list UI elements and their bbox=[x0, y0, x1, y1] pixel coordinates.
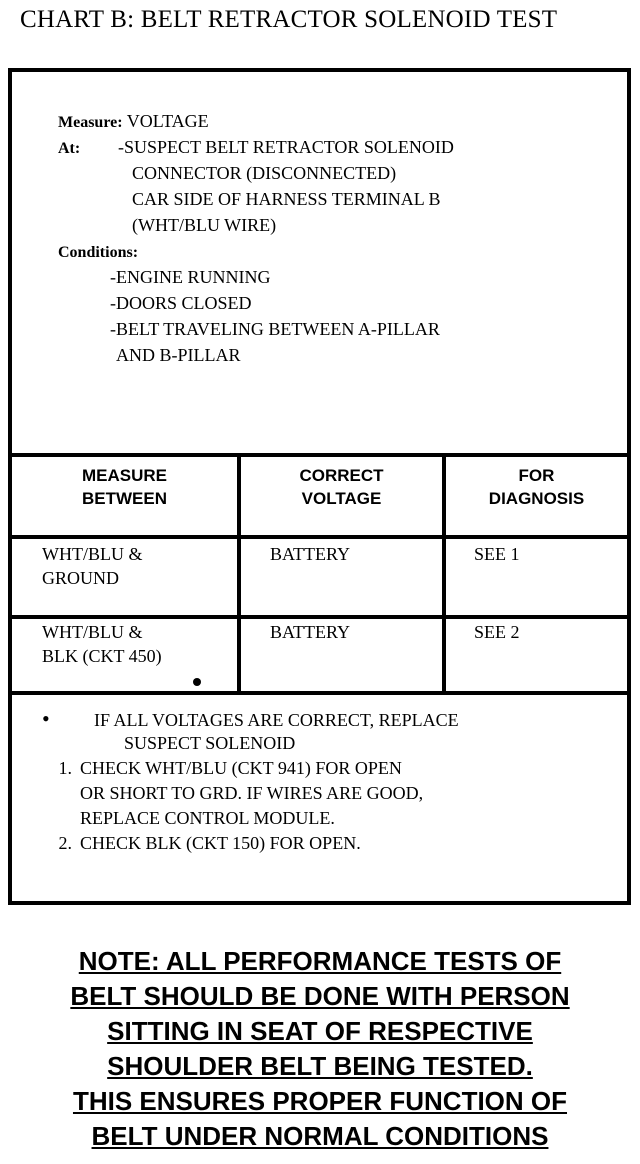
measure-value: VOLTAGE bbox=[126, 111, 209, 131]
header-voltage-line-1: CORRECT bbox=[299, 466, 384, 485]
bullet-line-1 bbox=[38, 706, 459, 731]
row-2-voltage: BATTERY bbox=[270, 622, 351, 642]
measure-line bbox=[58, 108, 454, 134]
conditions-label-text: Conditions: bbox=[58, 244, 139, 261]
note-item-1-text-1: CHECK WHT/BLU (CKT 941) FOR OPEN bbox=[80, 758, 402, 778]
at-line bbox=[58, 134, 454, 160]
note-item-1-line-3: REPLACE CONTROL MODULE. bbox=[80, 808, 335, 828]
at-label: At: bbox=[58, 140, 81, 157]
note-item-1-number: 1. bbox=[58, 758, 72, 778]
row-2-measure-line-2: BLK (CKT 450) bbox=[42, 646, 162, 666]
chart-title: CHART B: BELT RETRACTOR SOLENOID TEST bbox=[20, 6, 558, 33]
note-item-2-number: 2. bbox=[58, 833, 72, 853]
note-item-1-line-1 bbox=[38, 756, 459, 781]
measure-instructions bbox=[58, 108, 454, 368]
row-1-diagnosis: SEE 1 bbox=[474, 544, 520, 564]
header-row-border bbox=[12, 535, 627, 539]
header-measure-between bbox=[12, 464, 237, 510]
header-measure-line-2: BETWEEN bbox=[82, 489, 167, 508]
row-1-measure-line-1: WHT/BLU & bbox=[42, 544, 143, 564]
at-line-1: -SUSPECT BELT RETRACTOR SOLENOID bbox=[118, 137, 454, 157]
measure-label: Measure: bbox=[58, 114, 123, 131]
diagnosis-notes bbox=[38, 706, 459, 856]
header-voltage-line-2: VOLTAGE bbox=[301, 489, 382, 508]
header-diagnosis-line-2: DIAGNOSIS bbox=[488, 489, 585, 508]
bullet-mark: • bbox=[42, 706, 50, 731]
note-item-2-text-1: CHECK BLK (CKT 150) FOR OPEN. bbox=[80, 833, 361, 853]
row-1-measure bbox=[42, 542, 143, 590]
bullet-line-2: SUSPECT SOLENOID bbox=[124, 733, 296, 753]
table-top-border bbox=[12, 453, 627, 457]
header-for-diagnosis bbox=[446, 464, 627, 510]
note-item-1-line-2: OR SHORT TO GRD. IF WIRES ARE GOOD, bbox=[80, 783, 424, 803]
header-diagnosis-line-1: FOR bbox=[518, 466, 555, 485]
condition-1: -ENGINE RUNNING bbox=[110, 267, 271, 287]
note-line-6: BELT UNDER NORMAL CONDITIONS bbox=[91, 1121, 549, 1151]
at-line-2: CONNECTOR (DISCONNECTED) bbox=[132, 163, 397, 183]
row-2-diagnosis: SEE 2 bbox=[474, 622, 520, 642]
at-line-3: CAR SIDE OF HARNESS TERMINAL B bbox=[132, 189, 441, 209]
row-1-measure-line-2: GROUND bbox=[42, 568, 120, 588]
bullet-line-1-text: IF ALL VOLTAGES ARE CORRECT, REPLACE bbox=[94, 710, 459, 730]
row-1-border bbox=[12, 615, 627, 619]
condition-2: -DOORS CLOSED bbox=[110, 293, 252, 313]
note-line-1: NOTE: ALL PERFORMANCE TESTS OF bbox=[78, 946, 562, 976]
note-line-3: SITTING IN SEAT OF RESPECTIVE bbox=[107, 1016, 533, 1046]
header-measure-line-1: MEASURE bbox=[81, 466, 167, 485]
note-line-4: SHOULDER BELT BEING TESTED. bbox=[107, 1051, 533, 1081]
header-correct-voltage bbox=[241, 464, 442, 510]
at-line-4: (WHT/BLU WIRE) bbox=[132, 215, 277, 235]
row-2-measure bbox=[42, 620, 162, 668]
stray-dot-mark bbox=[193, 678, 201, 686]
note-line-5: THIS ENSURES PROPER FUNCTION OF bbox=[72, 1086, 568, 1116]
note-item-2-line-1 bbox=[38, 831, 459, 856]
row-1-voltage: BATTERY bbox=[270, 544, 351, 564]
row-2-measure-line-1: WHT/BLU & bbox=[42, 622, 143, 642]
conditions-label bbox=[58, 238, 454, 264]
condition-4: AND B-PILLAR bbox=[116, 345, 241, 365]
performance-note bbox=[0, 944, 640, 1154]
condition-3: -BELT TRAVELING BETWEEN A-PILLAR bbox=[110, 319, 440, 339]
row-2-border bbox=[12, 691, 627, 695]
note-line-2: BELT SHOULD BE DONE WITH PERSON bbox=[70, 981, 570, 1011]
